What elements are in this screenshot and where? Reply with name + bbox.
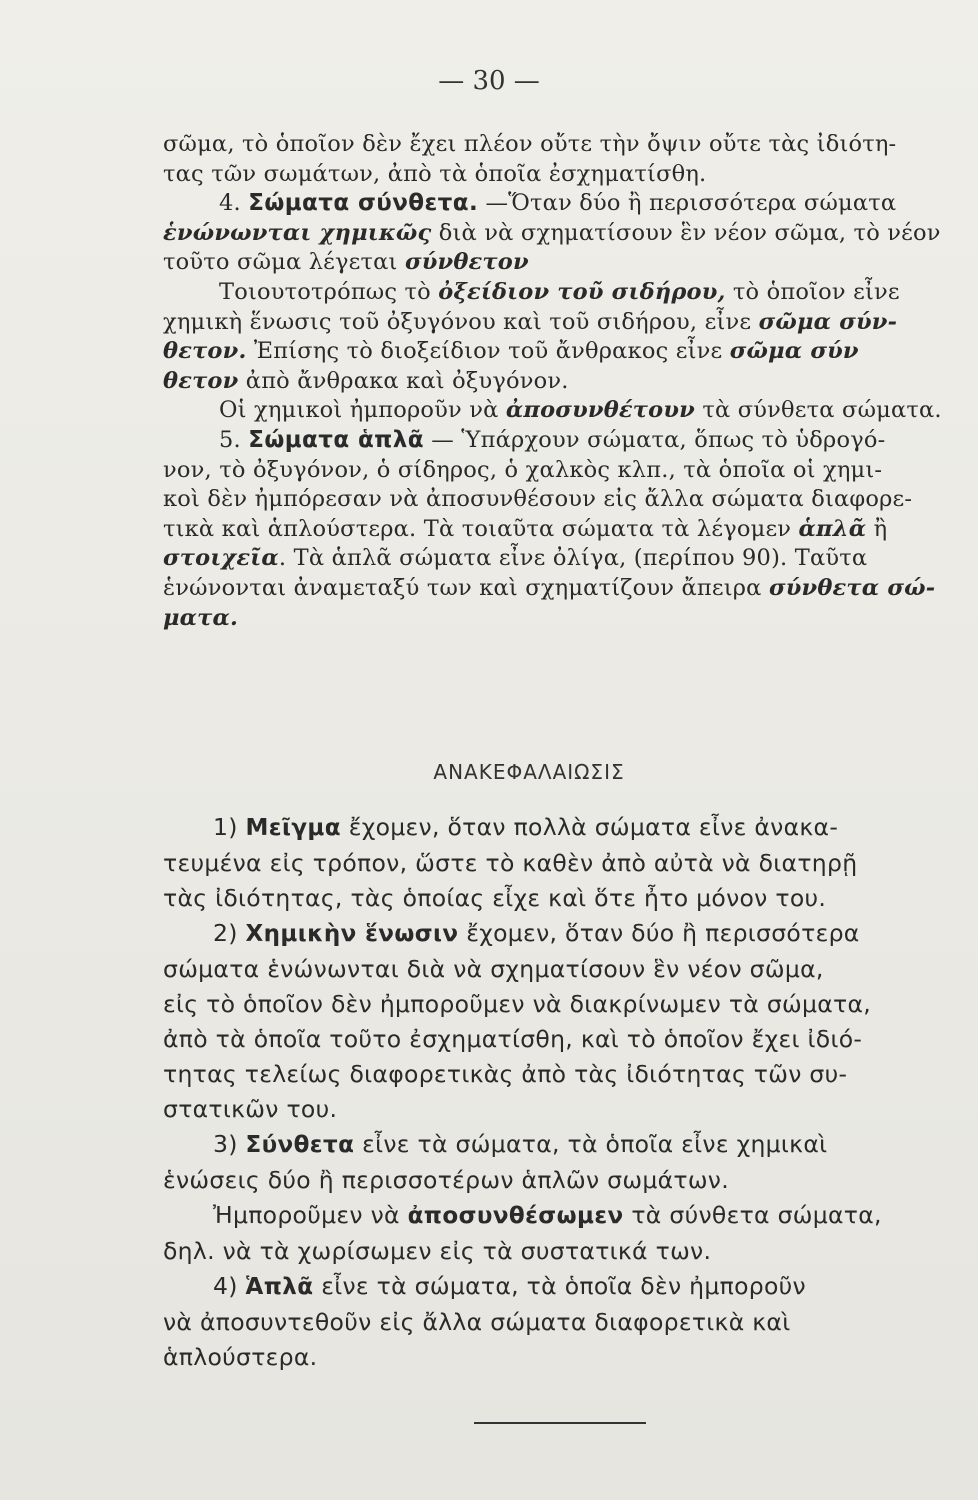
- text-line: 1) Μεῖγμα ἔχομεν, ὅταν πολλὰ σώματα εἶνε ἀνακα-: [213, 813, 839, 841]
- section-text: [163, 130, 943, 633]
- text-line: θετον. Ἐπίσης τὸ διοξείδιον τοῦ ἄνθρακος εἶνε σῶμα σύν: [163, 338, 859, 365]
- text-line: τὰς ἰδιότητας, τὰς ὁποίας εἶχε καὶ ὅτε ἦτο μόνον του.: [163, 884, 827, 912]
- text-line: νον, τὸ ὀξυγόνον, ὁ σίδηρος, ὁ χαλκὸς κλπ., τὰ ὁποῖα οἱ χημι-: [163, 456, 883, 483]
- closing-rule: [474, 1422, 646, 1424]
- text-line: τευμένα εἰς τρόπον, ὥστε τὸ καθὲν ἀπὸ αὐτὰ νὰ διατηρῇ: [163, 849, 858, 877]
- text-line: χημικὴ ἕνωσις τοῦ ὀξυγόνου καὶ τοῦ σιδήρου, εἶνε σῶμα σύν-: [163, 308, 898, 335]
- text-line: σῶμα, τὸ ὁποῖον δὲν ἔχει πλέον οὔτε τὴν ὄψιν οὔτε τὰς ἰδιότη-: [163, 131, 897, 157]
- text-line: θετον ἀπὸ ἄνθρακα καὶ ὀξυγόνον.: [163, 367, 569, 394]
- text-line: ματα.: [163, 604, 239, 631]
- text-line: 4. Σώματα σύνθετα. —Ὅταν δύο ἢ περισσότερα σώματα: [219, 190, 897, 217]
- text-line: εἰς τὸ ὁποῖον δὲν ἠμποροῦμεν νὰ διακρίνωμεν τὰ σώματα,: [163, 990, 872, 1018]
- text-line: στοιχεῖα. Τὰ ἁπλᾶ σώματα εἶνε ὀλίγα, (περίπου 90). Ταῦτα: [163, 545, 868, 572]
- text-line: τικὰ καὶ ἁπλούστερα. Τὰ τοιαῦτα σώματα τὰ λέγομεν ἁπλᾶ ἢ: [163, 515, 888, 542]
- text-line: Τοιουτοτρόπως τὸ ὀξείδιον τοῦ σιδήρου, τὸ ὁποῖον εἶνε: [219, 278, 900, 305]
- summary-text: [163, 810, 943, 1375]
- text-line: Οἱ χημικοὶ ἠμποροῦν νὰ ἀποσυνθέτουν τὰ σύνθετα σώματα.: [219, 397, 942, 424]
- text-line: 3) Σύνθετα εἶνε τὰ σώματα, τὰ ὁποῖα εἶνε χημικαὶ: [213, 1130, 828, 1158]
- text-line: δηλ. νὰ τὰ χωρίσωμεν εἰς τὰ συστατικά των.: [163, 1237, 712, 1265]
- heading-compound-bodies: Σώματα σύνθετα.: [248, 190, 479, 217]
- text-line: σώματα ἑνώνωνται διὰ νὰ σχηματίσουν ἓν νέον σῶμα,: [163, 955, 824, 983]
- text-line: νὰ ἀποσυντεθοῦν εἰς ἄλλα σώματα διαφορετικὰ καὶ: [163, 1308, 791, 1336]
- text-line: ἑνώσεις δύο ἢ περισσοτέρων ἁπλῶν σωμάτων.: [163, 1166, 729, 1194]
- text-line: Ἠμποροῦμεν νὰ ἀποσυνθέσωμεν τὰ σύνθετα σώματα,: [213, 1201, 882, 1229]
- text-line: 5. Σώματα ἁπλᾶ — Ὑπάρχουν σώματα, ὅπως τὸ ὑδρογό-: [219, 426, 886, 453]
- text-line: ἑνώνωνται χημικῶς διὰ νὰ σχηματίσουν ἓν νέον σῶμα, τὸ νέον: [163, 219, 941, 246]
- text-line: κοὶ δὲν ἠμπόρεσαν νὰ ἀποσυνθέσουν εἰς ἄλλα σώματα διαφορε-: [163, 486, 913, 513]
- text-line: 4) Ἁπλᾶ εἶνε τὰ σώματα, τὰ ὁποῖα δὲν ἠμποροῦν: [213, 1272, 806, 1300]
- text-line: τας τῶν σωμάτων, ἀπὸ τὰ ὁποῖα ἐσχηματίσθη.: [163, 160, 707, 187]
- text-line: στατικῶν του.: [163, 1095, 338, 1123]
- heading-simple-bodies: Σώματα ἁπλᾶ: [248, 426, 424, 453]
- summary-heading: ΑΝΑΚΕΦΑΛΑΙΩΣΙΣ: [433, 760, 625, 784]
- text-line: τητας τελείως διαφορετικὰς ἀπὸ τὰς ἰδιότητας τῶν συ-: [163, 1060, 848, 1088]
- page-number: — 30 —: [438, 66, 540, 96]
- text-line: τοῦτο σῶμα λέγεται σύνθετον: [163, 249, 529, 276]
- text-line: ἑνώνονται ἀναμεταξύ των καὶ σχηματίζουν ἄπειρα σύνθετα σώ-: [163, 574, 936, 601]
- text-line: ἀπὸ τὰ ὁποῖα τοῦτο ἐσχηματίσθη, καὶ τὸ ὁποῖον ἔχει ἰδιό-: [163, 1025, 863, 1053]
- text-line: ἁπλούστερα.: [163, 1343, 318, 1371]
- text-line: 2) Χημικὴν ἕνωσιν ἔχομεν, ὅταν δύο ἢ περισσότερα: [213, 919, 860, 947]
